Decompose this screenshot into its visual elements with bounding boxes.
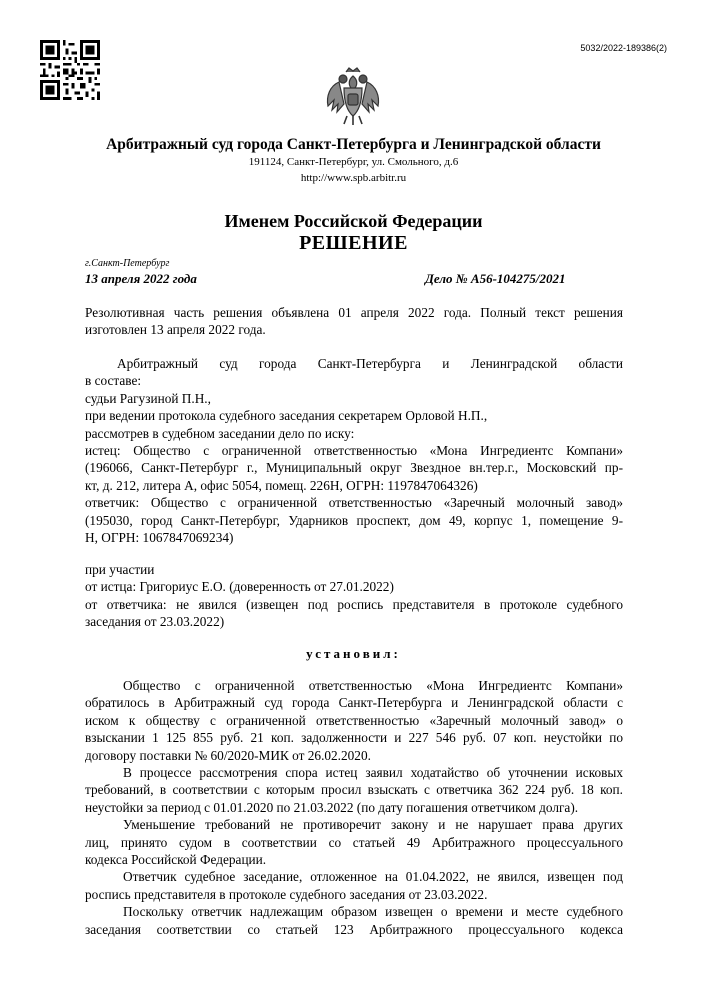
text-line: роспись представителя в протоколе судебного заседания от 23.03.2022. — [85, 886, 488, 902]
established-heading: установил: — [306, 646, 401, 661]
text-line: от ответчика: не явился (извещен под роспись представителя в протоколе судебного — [85, 596, 623, 612]
text-line: Арбитражный суд города Санкт-Петербурга и Ленинградской области — [117, 356, 623, 371]
text-line: кодекса Российской Федерации. — [85, 852, 267, 868]
text-line: (196066, Санкт-Петербург г., Муниципальный округ Звездное вн.тер.г., Московский пр- — [85, 460, 623, 476]
court-address: 191124, Санкт-Петербург, ул. Смольного, д.6 — [248, 156, 459, 168]
text-line: требований, в соответствии с которым просил взыскать с ответчика 362 224 руб. 18 коп. — [85, 782, 623, 798]
decision-date: 13 апреля 2022 года — [85, 271, 197, 286]
text-line: в составе: — [85, 373, 142, 389]
text-line: кт, д. 212, литера А, офис 5054, помещ. 226Н, ОГРН: 1197847064326) — [85, 477, 478, 493]
text-line: неустойки за период с 01.01.2020 по 21.03.2022 (по дату погашения ответчиком долга). — [85, 799, 579, 815]
text-line: Н, ОГРН: 1067847069234) — [85, 530, 234, 546]
city: г.Санкт-Петербург — [85, 258, 170, 269]
intro-paragraph — [85, 304, 623, 339]
coat-of-arms-icon — [322, 66, 384, 128]
decision-title: РЕШЕНИЕ — [299, 232, 408, 254]
text-line: судьи Рагузиной П.Н., — [85, 390, 211, 406]
text-line: Общество с ограниченной ответственностью «Мона Ингредиентс Компани» — [123, 678, 623, 693]
text-line: Поскольку ответчик надлежащим образом извещен о времени и месте судебного — [123, 904, 623, 920]
participation-block — [85, 561, 623, 631]
in-the-name-heading: Именем Российской Федерации — [224, 211, 483, 231]
case-number: Дело № А56-104275/2021 — [425, 271, 566, 286]
text-line: рассмотрев в судебном заседании дело по иску: — [85, 425, 355, 441]
text-line: при участии — [85, 562, 155, 577]
text-line: В процессе рассмотрения спора истец заявил ходатайство об уточнении исковых — [123, 765, 623, 781]
text-line: Резолютивная часть решения объявлена 01 апреля 2022 года. Полный текст решения — [85, 305, 623, 320]
court-name: Арбитражный суд города Санкт-Петербурга и Ленинградской области — [106, 136, 601, 153]
document-number: 5032/2022-189386(2) — [580, 43, 667, 53]
text-line: иском к обществу с ограниченной ответственностью «Заречный молочный завод» о — [85, 712, 623, 728]
body-text — [85, 677, 623, 938]
text-line: при ведении протокола судебного заседания секретарем Орловой Н.П., — [85, 408, 488, 424]
text-line: истец: Общество с ограниченной ответственностью «Мона Ингредиентс Компани» — [85, 443, 623, 459]
text-line: ответчик: Общество с ограниченной ответственностью «Заречный молочный завод» — [85, 495, 623, 511]
court-website: http://www.spb.arbitr.ru — [300, 172, 407, 184]
text-line: Ответчик судебное заседание, отложенное на 01.04.2022, не явился, извещен под — [123, 869, 623, 885]
text-line: заседания соответствии со статьей 123 Арбитражного процессуального кодекса — [85, 921, 623, 937]
composition-block — [85, 355, 623, 546]
text-line: заседания от 23.03.2022) — [85, 614, 225, 630]
text-line: Уменьшение требований не противоречит закону и не нарушает права других — [123, 817, 623, 833]
text-line: взыскании 1 125 855 руб. 21 коп. задолженности и 227 546 руб. 07 коп. неустойки по — [85, 730, 623, 746]
text-line: договору поставки № 60/2020-МИК от 26.02.2020. — [85, 747, 371, 763]
text-line: от истца: Григориус Е.О. (доверенность от 27.01.2022) — [85, 579, 394, 595]
text-line: лиц, принято судом в соответствии со статьей 49 Арбитражного процессуального — [85, 834, 623, 850]
qr-code — [40, 40, 100, 100]
text-line: изготовлен 13 апреля 2022 года. — [85, 322, 266, 338]
text-line: (195030, город Санкт-Петербург, Ударников проспект, дом 49, корпус 1, помещение 9- — [85, 512, 623, 528]
text-line: обратилось в Арбитражный суд города Санкт-Петербурга и Ленинградской области с — [85, 695, 623, 711]
